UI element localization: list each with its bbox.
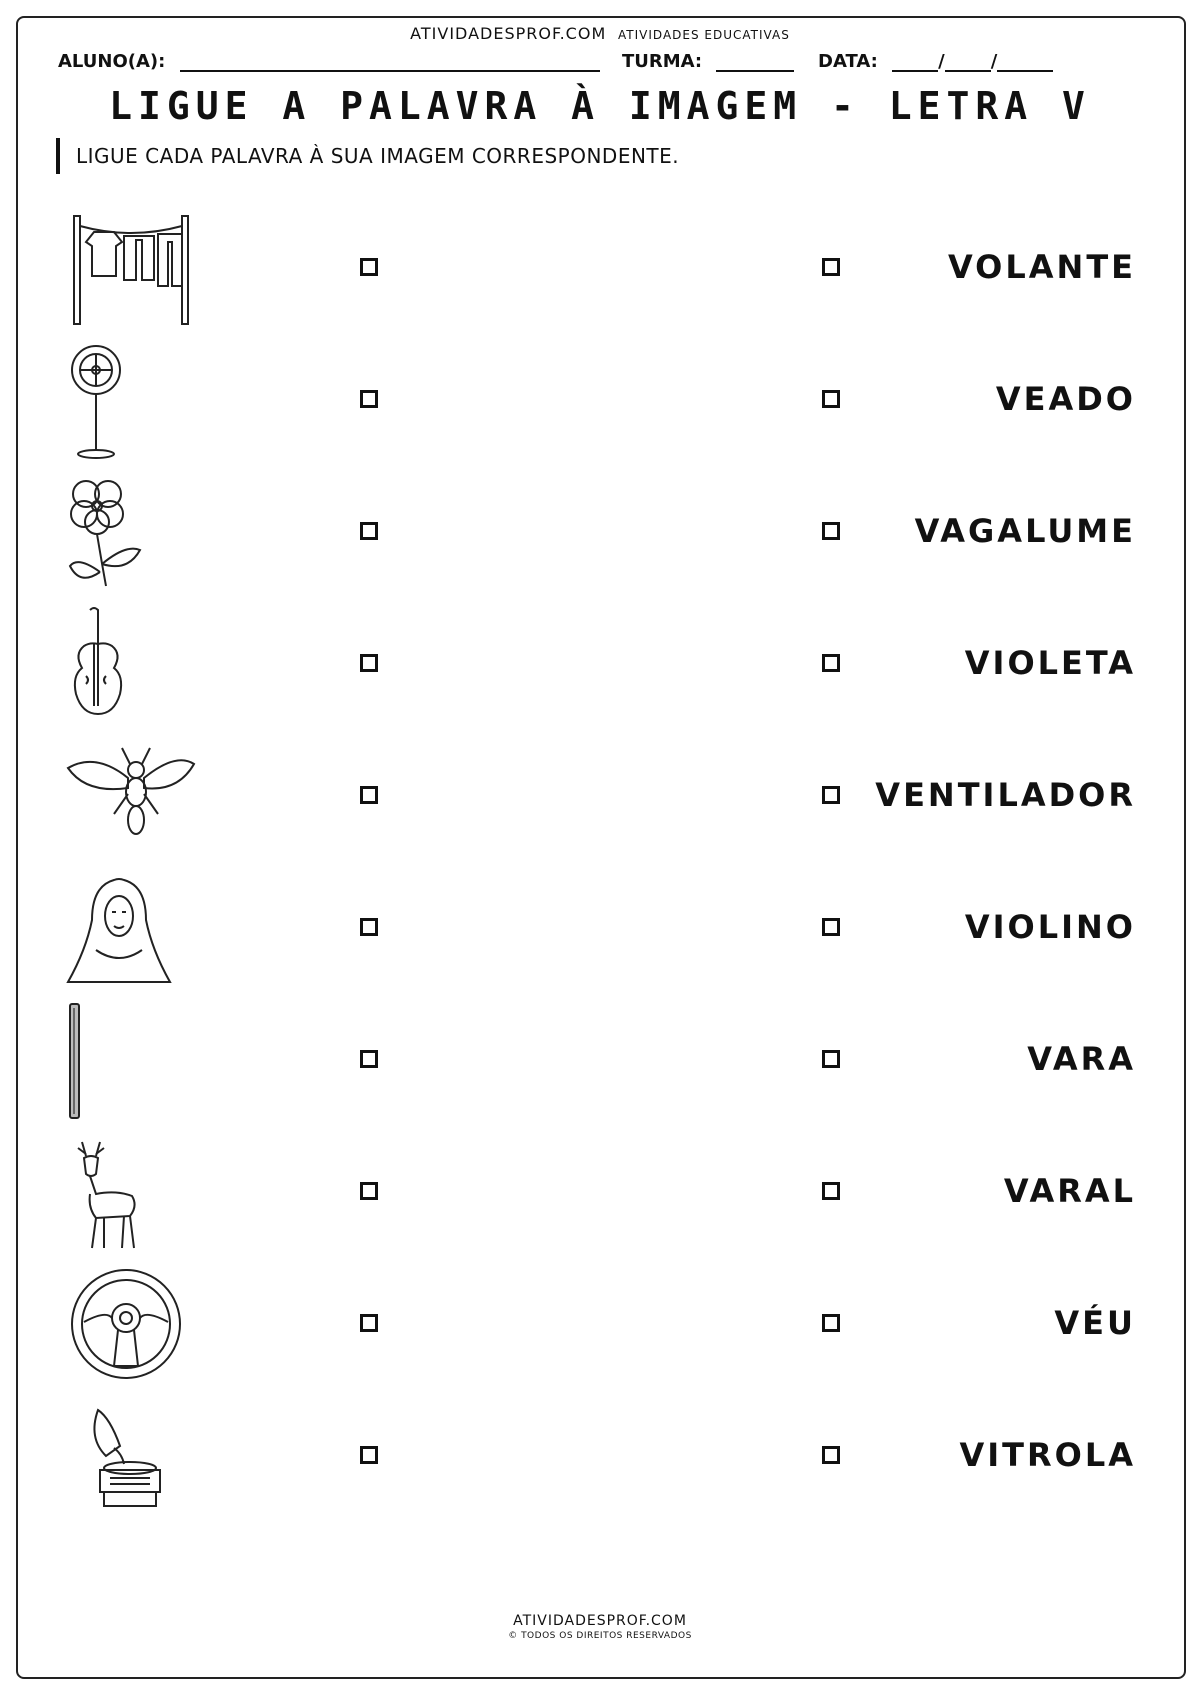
word-checkbox[interactable] <box>822 786 840 804</box>
word-label: VARAL <box>1003 1172 1136 1210</box>
word-label: VAGALUME <box>914 512 1136 550</box>
word-label: VENTILADOR <box>875 776 1136 814</box>
image-checkbox[interactable] <box>360 1314 378 1332</box>
violet-flower-icon <box>66 474 206 594</box>
site-tagline: ATIVIDADES EDUCATIVAS <box>618 28 790 42</box>
image-checkbox[interactable] <box>360 258 378 276</box>
deer-icon <box>66 1134 206 1254</box>
word-checkbox[interactable] <box>822 1050 840 1068</box>
match-row <box>0 732 1200 862</box>
page-title: LIGUE A PALAVRA À IMAGEM - LETRA V <box>109 84 1091 128</box>
image-checkbox[interactable] <box>360 786 378 804</box>
word-checkbox[interactable] <box>822 1182 840 1200</box>
data-sep-2: / <box>990 51 998 72</box>
data-sep-1: / <box>938 51 945 72</box>
match-row <box>0 600 1200 730</box>
word-checkbox[interactable] <box>822 258 840 276</box>
match-row <box>0 1260 1200 1390</box>
word-checkbox[interactable] <box>822 390 840 408</box>
footer-rights: © TODOS OS DIREITOS RESERVADOS <box>508 1631 692 1641</box>
image-checkbox[interactable] <box>360 1182 378 1200</box>
data-year-line[interactable] <box>997 50 1053 72</box>
match-row <box>0 864 1200 994</box>
steering-wheel-icon <box>66 1266 206 1386</box>
image-checkbox[interactable] <box>360 522 378 540</box>
page-footer <box>0 1613 1200 1641</box>
word-label: VÉU <box>1054 1304 1136 1342</box>
image-checkbox[interactable] <box>360 1050 378 1068</box>
match-row <box>0 1128 1200 1258</box>
student-fields <box>58 50 1148 78</box>
veil-woman-icon <box>66 870 206 990</box>
site-header <box>0 24 1200 43</box>
turma-field <box>622 50 794 72</box>
site-name: ATIVIDADESPROF.COM <box>410 24 607 43</box>
data-month-line[interactable] <box>945 50 991 72</box>
violin-icon <box>66 606 206 726</box>
data-field <box>818 50 1053 72</box>
match-row <box>0 336 1200 466</box>
word-checkbox[interactable] <box>822 654 840 672</box>
match-row <box>0 204 1200 334</box>
word-checkbox[interactable] <box>822 1314 840 1332</box>
gramophone-icon <box>66 1398 206 1518</box>
word-label: VIOLINO <box>964 908 1136 946</box>
match-row <box>0 1392 1200 1522</box>
rod-icon <box>66 1002 206 1122</box>
fan-icon <box>66 342 206 462</box>
match-row <box>0 996 1200 1126</box>
word-label: VOLANTE <box>947 248 1136 286</box>
word-label: VITROLA <box>959 1436 1136 1474</box>
aluno-label: ALUNO(A): <box>58 51 166 72</box>
instruction-bar <box>56 138 60 174</box>
aluno-line[interactable] <box>180 50 600 72</box>
word-checkbox[interactable] <box>822 522 840 540</box>
clothesline-icon <box>66 210 206 330</box>
turma-line[interactable] <box>716 50 794 72</box>
aluno-field <box>58 50 600 72</box>
word-label: VIOLETA <box>964 644 1136 682</box>
footer-site: ATIVIDADESPROF.COM <box>513 1613 687 1629</box>
image-checkbox[interactable] <box>360 1446 378 1464</box>
word-checkbox[interactable] <box>822 918 840 936</box>
image-checkbox[interactable] <box>360 918 378 936</box>
turma-label: TURMA: <box>622 51 703 72</box>
data-day-line[interactable] <box>892 50 938 72</box>
data-label: DATA: <box>818 51 878 72</box>
instruction-text: LIGUE CADA PALAVRA À SUA IMAGEM CORRESPONDENTE. <box>76 144 680 168</box>
word-label: VARA <box>1027 1040 1136 1078</box>
firefly-icon <box>66 738 206 858</box>
match-row <box>0 468 1200 598</box>
image-checkbox[interactable] <box>360 654 378 672</box>
word-label: VEADO <box>995 380 1136 418</box>
word-checkbox[interactable] <box>822 1446 840 1464</box>
image-checkbox[interactable] <box>360 390 378 408</box>
